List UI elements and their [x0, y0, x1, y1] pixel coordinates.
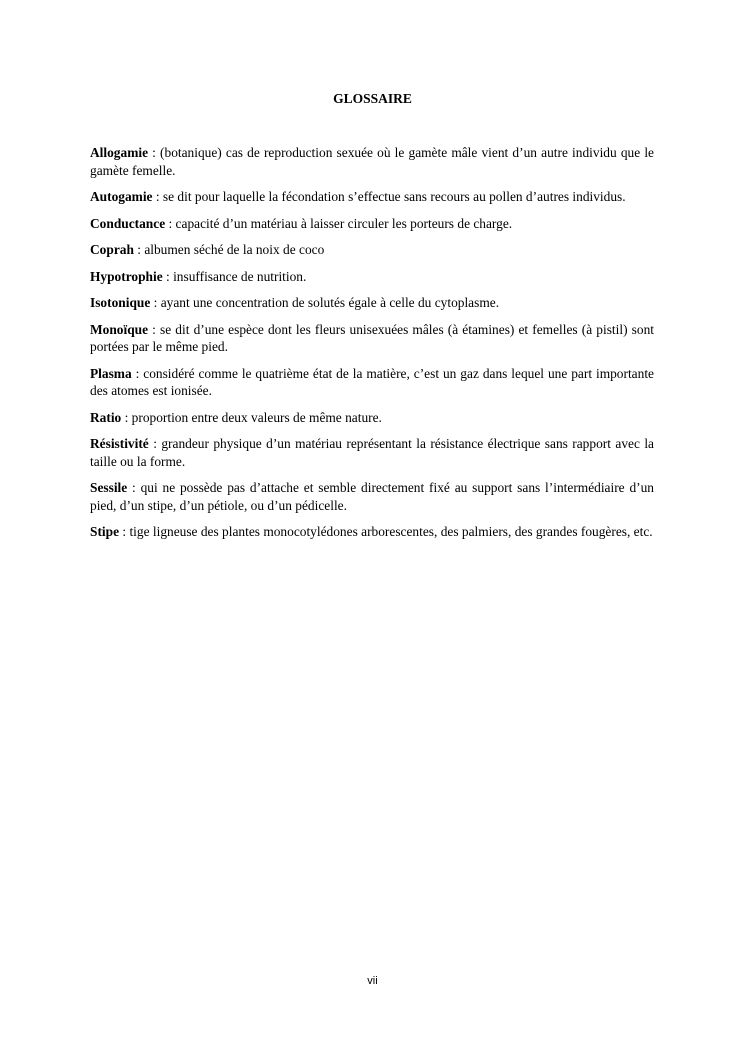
- glossary-term: Allogamie: [90, 145, 149, 160]
- glossary-entry: [90, 321, 654, 356]
- glossary-entry: [90, 365, 654, 400]
- page-number: vii: [367, 975, 378, 987]
- glossary-term: Conductance: [90, 215, 166, 231]
- glossary-definition: : tige ligneuse des plantes monocotylédones arborescentes, des palmiers, des grandes fougères, etc.: [119, 524, 653, 539]
- glossary-term: Plasma: [90, 365, 132, 381]
- glossary-entry: [90, 523, 654, 541]
- glossary-term: Monoïque: [90, 321, 149, 337]
- glossary-definition: : se dit pour laquelle la fécondation s’effectue sans recours au pollen d’autres individus.: [152, 189, 626, 204]
- glossary-definition: : ayant une concentration de solutés égale à celle du cytoplasme.: [150, 295, 500, 310]
- glossary-term: Ratio: [90, 409, 122, 425]
- glossary-term: Sessile: [90, 480, 128, 495]
- glossary-entry: [90, 409, 654, 427]
- glossary-term: Autogamie: [90, 189, 153, 204]
- glossary-definition: : proportion entre deux valeurs de même nature.: [121, 409, 382, 425]
- glossary-entry: [90, 268, 654, 286]
- glossary-term: Isotonique: [90, 295, 151, 310]
- glossary-definition: : se dit d’une espèce dont les fleurs unisexuées mâles (à étamines) et femelles (à pistil) sont portées par le même pied.: [90, 321, 654, 354]
- glossary-entry: [90, 188, 654, 206]
- glossary-entry: [90, 479, 654, 514]
- glossary-term: Hypotrophie: [90, 268, 163, 284]
- glossary-definition: : qui ne possède pas d’attache et semble directement fixé au support sans l’intermédiaire d’un pied, d’un stipe, d’un pétiole, ou d’un pédicelle.: [90, 480, 654, 513]
- glossary-term: Résistivité: [90, 436, 149, 451]
- glossary-definition: : insuffisance de nutrition.: [162, 268, 307, 284]
- glossary-entry: [90, 241, 654, 259]
- page-title: GLOSSAIRE: [333, 91, 412, 106]
- glossary-list: [90, 144, 654, 550]
- glossary-definition: : grandeur physique d’un matériau représentant la résistance électrique sans rapport avec la taille ou la forme.: [90, 436, 654, 469]
- glossary-definition: : (botanique) cas de reproduction sexuée où le gamète mâle vient d’un autre individu que le gamète femelle.: [90, 145, 654, 178]
- glossary-entry: [90, 144, 654, 179]
- glossary-entry: [90, 294, 654, 312]
- glossary-definition: : considéré comme le quatrième état de la matière, c’est un gaz dans lequel une part importante des atomes est ionisée.: [90, 365, 654, 398]
- glossary-term: Coprah: [90, 242, 134, 257]
- glossary-definition: : capacité d’un matériau à laisser circuler les porteurs de charge.: [165, 215, 513, 231]
- glossary-definition: : albumen séché de la noix de coco: [133, 242, 325, 257]
- glossary-term: Stipe: [90, 524, 120, 539]
- glossary-entry: [90, 435, 654, 470]
- glossary-entry: [90, 215, 654, 233]
